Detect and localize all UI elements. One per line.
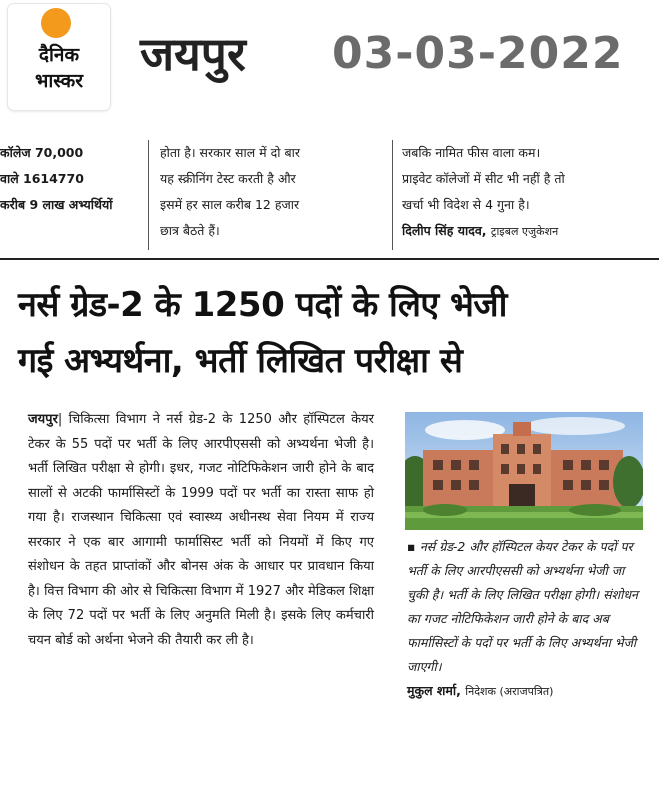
photo-caption (407, 535, 647, 704)
newspaper-logo (8, 4, 110, 110)
prev-col2-line: यह स्क्रीनिंग टेस्ट करती है और (160, 171, 296, 186)
caption-text: नर्स ग्रेड-2 और हॉस्पिटल केयर टेकर के पदों पर भर्ती के लिए आरपीएससी को अभ्यर्थना भेजी जा चुकी है। भर्ती के लिए लिखित परीक्षा होगी। संशोधन का गजट नोटिफिकेशन जारी होने के बाद अब फार्मासिस्टों के पदों पर भर्ती के लिए अभ्यर्थना भेजी जाएगी। (407, 539, 638, 674)
prev-col3-line: प्राइवेट कॉलेजों में सीट भी नहीं है तो (402, 171, 565, 186)
logo-text-line2: भास्कर (34, 70, 84, 92)
prev-col2-line: छात्र बैठते हैं। (160, 223, 220, 238)
headline-line-1: नर्स ग्रेड-2 के 1250 पदों के लिए भेजी (18, 285, 507, 325)
prev-col2-line: इसमें हर साल करीब 12 हजार (160, 197, 300, 212)
prev-byline-role: ट्राइबल एजुकेशन (490, 225, 559, 238)
logo-text-line1: दैनिक (38, 44, 80, 66)
prev-byline (402, 218, 652, 245)
prev-column-1 (0, 140, 140, 218)
column-divider (148, 140, 149, 250)
building-illustration (405, 412, 643, 530)
prev-col1-line: करीब 9 लाख अभ्यर्थियों (0, 197, 113, 212)
article-body (28, 408, 374, 653)
edition-date: 03-03-2022 (332, 28, 624, 79)
caption-byline (407, 679, 647, 704)
caption-byline-role: निदेशक (अराजपत्रित) (465, 685, 554, 698)
dateline: जयपुर (28, 412, 58, 427)
prev-column-3 (402, 140, 652, 245)
prev-col1-line: कॉलेज 70,000 (0, 145, 84, 160)
headline-line-2: गई अभ्यर्थना, भर्ती लिखित परीक्षा से (18, 341, 463, 381)
prev-column-2 (160, 140, 380, 244)
prev-byline-name: दिलीप सिंह यादव, (402, 223, 487, 238)
prev-col1-line: वाले 1614770 (0, 171, 84, 186)
body-text: | चिकित्सा विभाग ने नर्स ग्रेड-2 के 1250 और हॉस्पिटल केयर टेकर के 55 पदों पर भर्ती के लिए आरपीएससी को अभ्यर्थना भेजी है। भर्ती लिखित परीक्षा से होगी। इधर, गजट नोटिफिकेशन जारी होने के बाद सालों से अटकी फार्मासिस्टों के 1999 पदों पर भर्ती का रास्ता साफ हो गया है। राजस्थान चिकित्सा एवं स्वास्थ्य अधीनस्थ सेवा नियम में राज्य सरकार ने एक बार आगामी फार्मासिस्ट भर्ती को नियमों में किए गए संशोधन के तहत प्राप्तांकों और बोनस अंक के आधार पर प्रावधान किया है। वित्त विभाग की ओर से चिकित्सा विभाग में 1927 और मेडिकल शिक्षा के लिए 72 पदों पर भर्ती के लिए अनुमति मिली है। इसके लिए कर्मचारी चयन बोर्ड को अर्थना भेजने की तैयारी कर ली है। (28, 412, 374, 648)
sun-icon (41, 8, 71, 38)
prev-col3-line: जबकि नामित फीस वाला कम। (402, 145, 541, 160)
hospital-building-photo (405, 412, 643, 530)
prev-col2-line: होता है। सरकार साल में दो बार (160, 145, 300, 160)
previous-story-strip (0, 140, 659, 250)
page-header (0, 0, 659, 118)
caption-byline-name: मुकुल शर्मा, (407, 683, 461, 698)
column-divider (392, 140, 393, 250)
section-divider (0, 258, 659, 260)
caption-marker-icon: ▪ (407, 539, 420, 554)
edition-city: जयपुर (140, 27, 246, 81)
article-headline (18, 277, 648, 389)
prev-col3-line: खर्चा भी विदेश से 4 गुना है। (402, 197, 530, 212)
